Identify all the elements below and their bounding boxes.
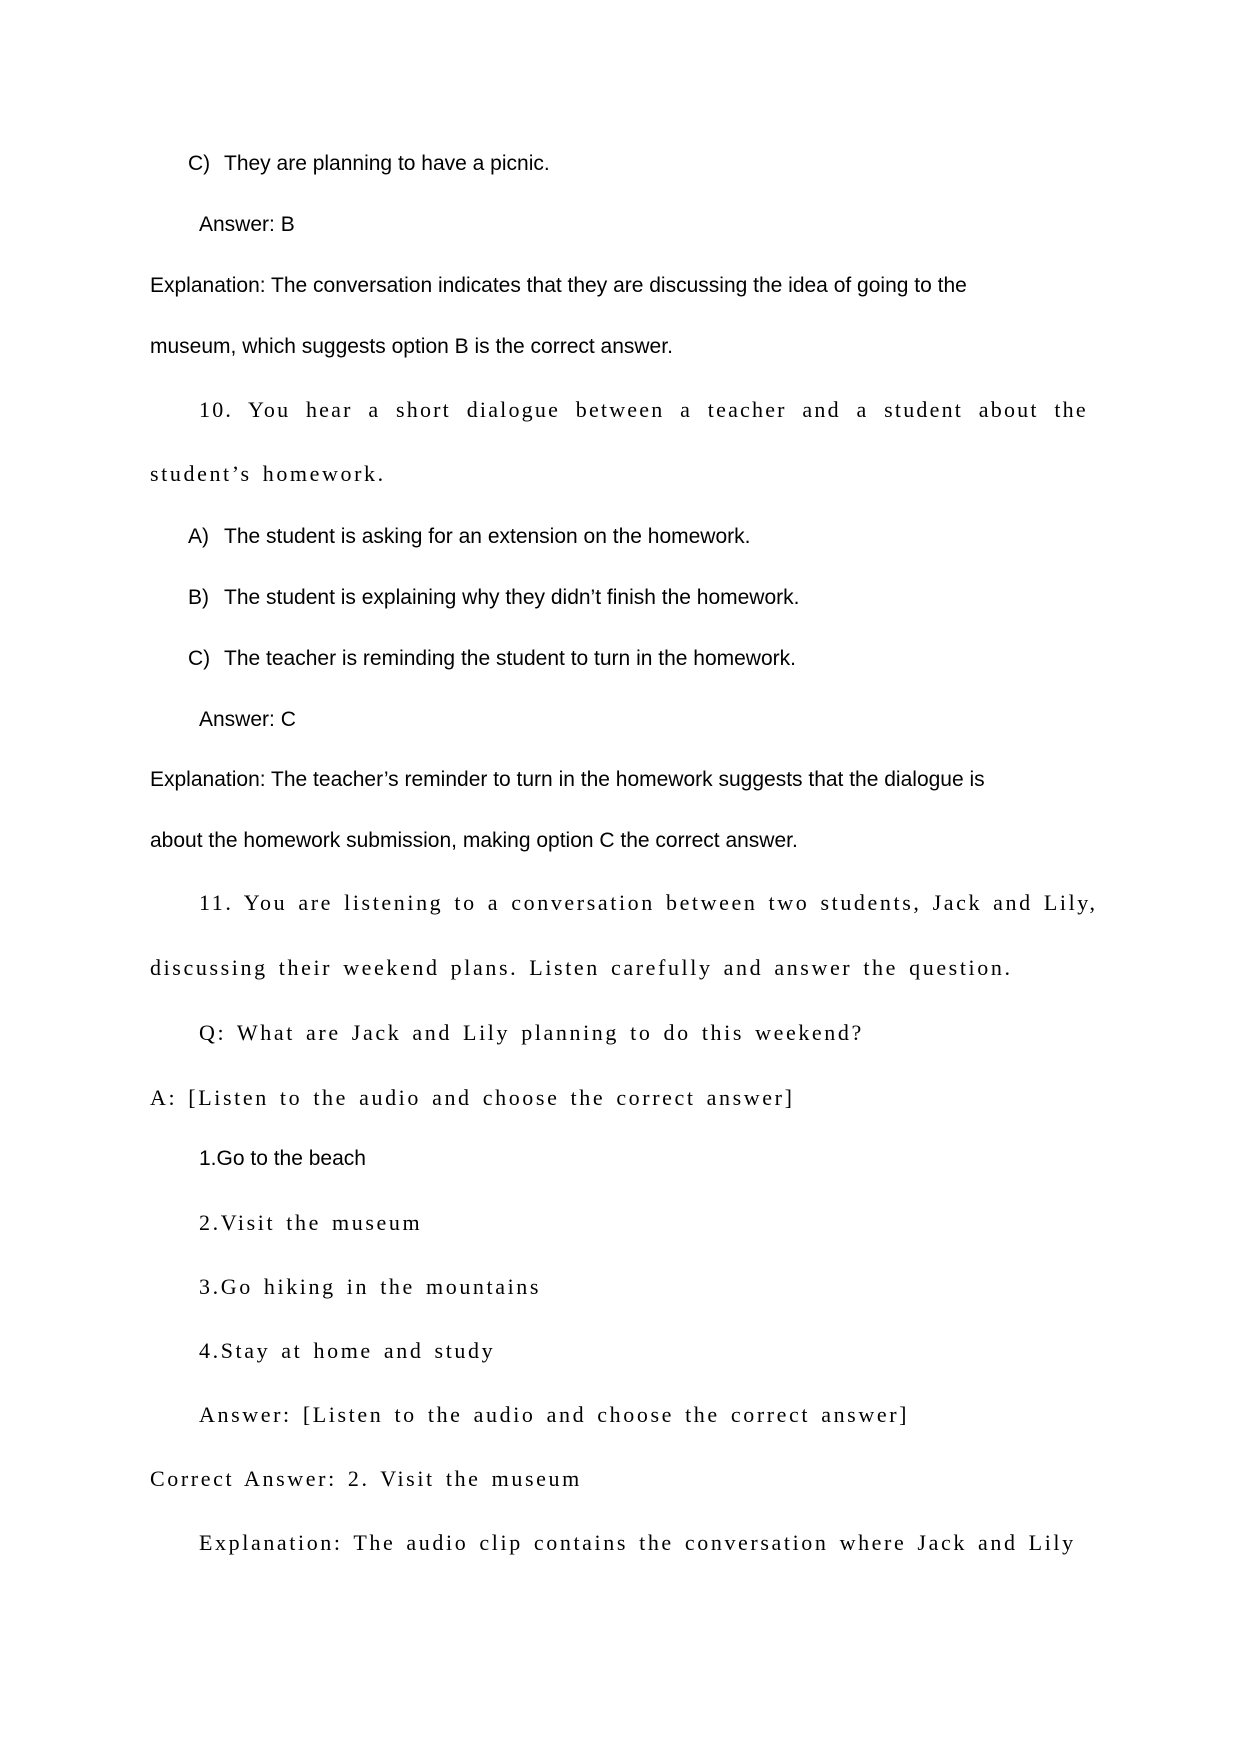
q-line: Q: What are Jack and Lily planning to do this weekend? — [199, 1020, 864, 1045]
explanation-line: Explanation: The audio clip contains the conversation where Jack and Lily — [199, 1530, 1076, 1555]
choice-item: 1.Go to the beach — [199, 1147, 366, 1170]
correct-answer: Correct Answer: 2. Visit the museum — [150, 1466, 582, 1491]
option-text: The student is asking for an extension on the homework. — [224, 525, 751, 548]
explanation-line: museum, which suggests option B is the correct answer. — [150, 335, 673, 358]
option-label: C) — [188, 152, 211, 175]
option-a — [188, 525, 750, 549]
option-label: C) — [188, 647, 211, 670]
option-text: The student is explaining why they didn’t finish the homework. — [224, 586, 800, 609]
answer-line: Answer: B — [199, 213, 295, 236]
option-c — [188, 647, 796, 671]
choice-item: 2.Visit the museum — [199, 1210, 423, 1235]
option-c — [188, 152, 550, 176]
choice-item: 4.Stay at home and study — [199, 1338, 496, 1363]
question-text: discussing their weekend plans. Listen carefully and answer the question. — [150, 955, 1013, 980]
question-text: student’s homework. — [150, 461, 386, 486]
option-text: They are planning to have a picnic. — [224, 152, 550, 175]
choice-item: 3.Go hiking in the mountains — [199, 1274, 542, 1299]
question-text: 10. You hear a short dialogue between a teacher and a student about the — [199, 397, 1088, 422]
explanation-line: Explanation: The conversation indicates that they are discussing the idea of going to the — [150, 274, 967, 297]
option-text: The teacher is reminding the student to turn in the homework. — [224, 647, 796, 670]
option-label: B) — [188, 586, 209, 609]
option-label: A) — [188, 525, 209, 548]
explanation-line: Explanation: The teacher’s reminder to turn in the homework suggests that the dialogue is — [150, 768, 985, 791]
question-text: 11. You are listening to a conversation between two students, Jack and Lily, — [199, 890, 1098, 915]
answer-line: Answer: C — [199, 708, 296, 731]
a-line: A: [Listen to the audio and choose the correct answer] — [150, 1085, 795, 1110]
option-b — [188, 586, 799, 610]
explanation-line: about the homework submission, making option C the correct answer. — [150, 829, 798, 852]
answer-line: Answer: [Listen to the audio and choose the correct answer] — [199, 1402, 910, 1427]
